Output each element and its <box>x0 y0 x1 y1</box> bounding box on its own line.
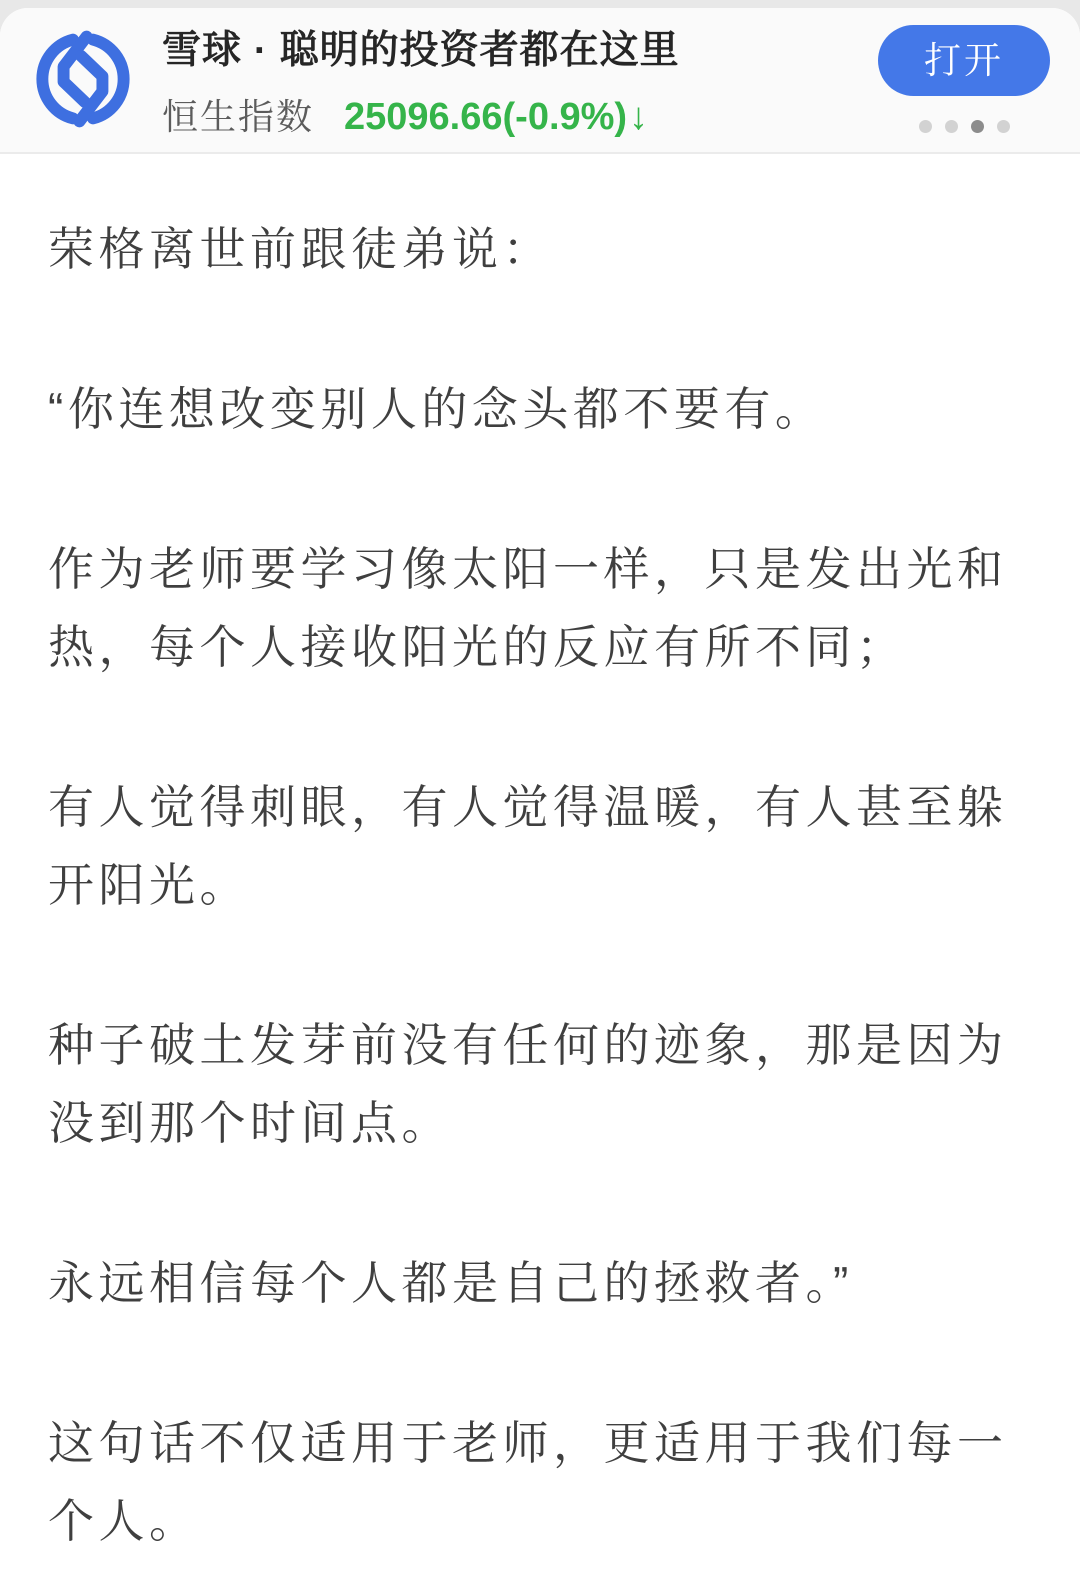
down-arrow-icon: ↓ <box>629 95 649 138</box>
index-name: 恒生指数 <box>162 95 315 137</box>
article-paragraph: “你连想改变别人的念头都不要有。 <box>48 383 826 435</box>
page-card <box>0 8 1080 1596</box>
article-paragraph: 荣格离世前跟徒弟说： <box>48 223 553 275</box>
smart-app-banner <box>0 8 1080 154</box>
pagination-dot <box>997 120 1010 133</box>
open-app-button[interactable]: 打开 <box>878 25 1050 96</box>
article-paragraph: 永远相信每个人都是自己的拯救者。” <box>48 1257 853 1309</box>
pagination-dot <box>919 120 932 133</box>
app-title: 雪球 · 聪明的投资者都在这里 <box>162 28 680 72</box>
pagination-dot <box>945 120 958 133</box>
pagination-dot-active <box>971 120 984 133</box>
xueqiu-snowball-icon <box>30 26 136 132</box>
article-paragraph: 有人觉得刺眼，有人觉得温暖，有人甚至躲开阳光。 <box>48 781 1008 911</box>
banner-text <box>162 19 680 140</box>
article-body <box>0 154 1080 1560</box>
article-paragraph: 这句话不仅适用于老师，更适用于我们每一个人。 <box>48 1417 1008 1547</box>
pagination-dots <box>919 120 1010 133</box>
banner-right <box>878 25 1050 133</box>
article-paragraph: 作为老师要学习像太阳一样，只是发出光和热，每个人接收阳光的反应有所不同； <box>48 543 1008 673</box>
article-paragraph: 种子破土发芽前没有任何的迹象，那是因为没到那个时间点。 <box>48 1019 1008 1149</box>
index-value: 25096.66(-0.9%) <box>344 95 628 138</box>
index-row <box>162 89 680 140</box>
